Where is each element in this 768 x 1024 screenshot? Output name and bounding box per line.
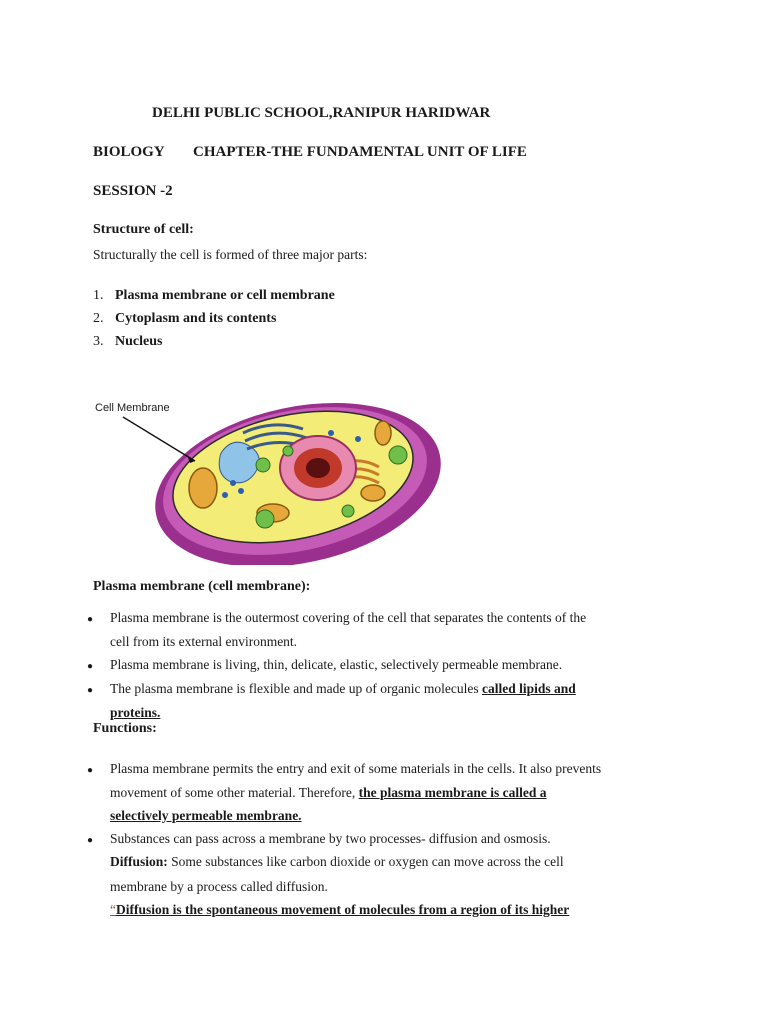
plasma-membrane-heading: Plasma membrane (cell membrane):	[93, 579, 311, 594]
school-name: DELHI PUBLIC SCHOOL,RANIPUR HARIDWAR	[152, 105, 491, 121]
bullet-icon: ●	[87, 835, 94, 846]
pm-bullet-3-emphasis: called lipids and	[482, 681, 576, 696]
cell-illustration	[93, 393, 443, 565]
subject-label: BIOLOGY	[93, 144, 165, 160]
fn-bullet-1-line-2	[110, 785, 547, 801]
bullet-icon: ●	[87, 661, 94, 672]
list-number: 1.	[93, 288, 104, 303]
pm-bullet-2: Plasma membrane is living, thin, delicate, elastic, selectively permeable membrane.	[110, 657, 563, 672]
session-label: SESSION -2	[93, 183, 173, 199]
cell-membrane-label: Cell Membrane	[95, 402, 170, 414]
bullet-icon: ●	[87, 765, 94, 776]
structure-heading: Structure of cell:	[93, 222, 194, 237]
fn-bullet-1-line-1: Plasma membrane permits the entry and exit of some materials in the cells. It also prevents	[110, 761, 602, 776]
pm-bullet-1-line-1: Plasma membrane is the outermost covering of the cell that separates the contents of the	[110, 610, 587, 625]
fn-bullet-2-line-4	[110, 902, 569, 918]
list-number: 2.	[93, 311, 104, 326]
pm-bullet-3-text: The plasma membrane is flexible and made up of organic molecules	[110, 681, 483, 696]
fn-bullet-1-text: movement of some other material. Therefore,	[110, 785, 359, 800]
bullet-icon: ●	[87, 614, 94, 625]
list-item-nucleus: Nucleus	[115, 334, 163, 349]
pm-bullet-1-line-2: cell from its external environment.	[110, 634, 298, 649]
list-number: 3.	[93, 334, 104, 349]
cell-diagram	[93, 393, 443, 565]
functions-heading: Functions:	[93, 721, 157, 736]
fn-bullet-1-line-3: selectively permeable membrane.	[110, 808, 302, 823]
diffusion-text: Some substances like carbon dioxide or oxygen can move across the cell	[167, 854, 564, 869]
list-item-cytoplasm: Cytoplasm and its contents	[115, 311, 277, 326]
pm-bullet-3-line-2: proteins.	[110, 705, 161, 720]
pm-bullet-3-line-1	[110, 681, 576, 697]
list-item-plasma-membrane: Plasma membrane or cell membrane	[115, 288, 335, 303]
fn-bullet-2-line-2	[110, 854, 564, 870]
chapter-title: CHAPTER-THE FUNDAMENTAL UNIT OF LIFE	[193, 144, 527, 160]
fn-bullet-2-line-3: membrane by a process called diffusion.	[110, 879, 328, 894]
bullet-icon: ●	[87, 685, 94, 696]
fn-bullet-2-line-1: Substances can pass across a membrane by two processes- diffusion and osmosis.	[110, 831, 551, 846]
quote-mark: “	[110, 902, 116, 917]
diffusion-label: Diffusion:	[110, 854, 168, 869]
diffusion-definition: Diffusion is the spontaneous movement of molecules from a region of its higher	[116, 902, 570, 917]
fn-bullet-1-emphasis: the plasma membrane is called a	[358, 785, 547, 800]
structure-intro: Structurally the cell is formed of three major parts:	[93, 247, 368, 262]
